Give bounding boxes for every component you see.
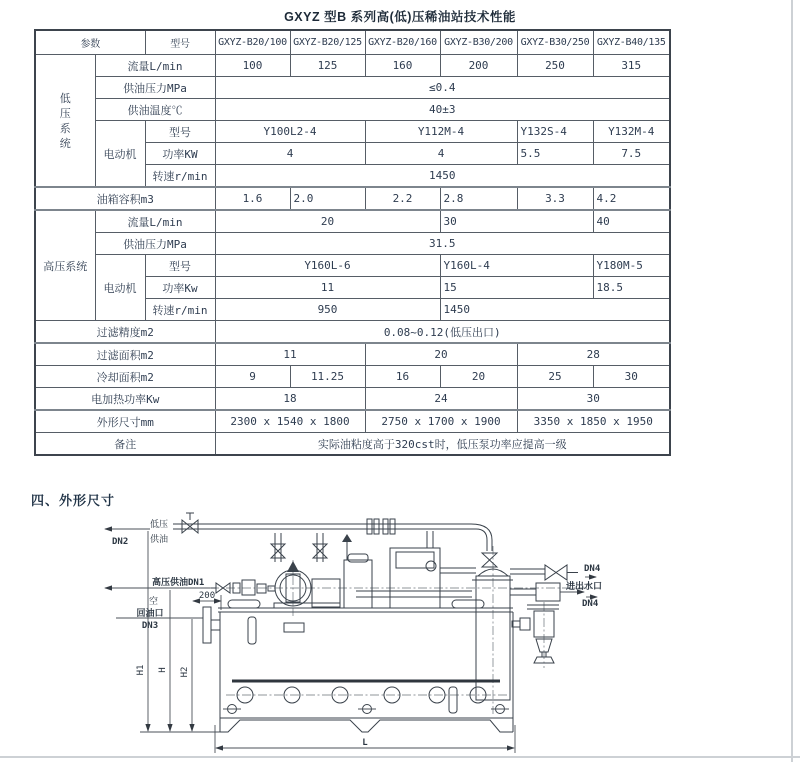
spec-cell: 28: [517, 343, 670, 366]
spec-cell: 供油温度℃: [95, 99, 215, 121]
spec-cell: 11: [215, 277, 440, 299]
spec-cell: 功率KW: [145, 143, 215, 165]
spec-cell: 供油压力MPa: [95, 233, 215, 255]
dimension-lines: [105, 529, 597, 753]
spec-cell: 7.5: [593, 143, 670, 165]
spec-cell: 冷却面积m2: [35, 366, 215, 388]
spec-cell: 流量L/min: [95, 55, 215, 77]
spec-cell: GXYZ-B30/200: [440, 30, 517, 55]
spec-cell: Y100L2-4: [215, 121, 365, 143]
spec-cell: 流量L/min: [95, 210, 215, 233]
spec-cell: 1.6: [215, 187, 290, 210]
spec-cell: 950: [215, 299, 440, 321]
label-kong: 空: [149, 597, 159, 607]
spec-cell: 18.5: [593, 277, 670, 299]
spec-cell: 30: [517, 388, 670, 411]
spec-cell: 30: [593, 366, 670, 388]
label-dn4-top: DN4: [584, 564, 601, 574]
spec-cell: 11.25: [290, 366, 365, 388]
label-dn2: DN2: [112, 537, 129, 547]
spec-cell: GXYZ-B40/135: [593, 30, 670, 55]
spec-cell: 18: [215, 388, 365, 411]
spec-cell: 电动机: [95, 255, 145, 321]
spec-cell: 3.3: [517, 187, 593, 210]
spec-table: [34, 29, 671, 456]
spec-cell: 过滤面积m2: [35, 343, 215, 366]
page-edge-right: [791, 0, 793, 762]
spec-cell: 2750 x 1700 x 1900: [365, 410, 517, 433]
spec-cell: 转速r/min: [145, 299, 215, 321]
drawing-labels: [112, 519, 602, 748]
spec-cell: 250: [517, 55, 593, 77]
spec-cell: 备注: [35, 433, 215, 456]
label-dn4-bottom: DN4: [582, 599, 599, 609]
spec-cell: 20: [215, 210, 440, 233]
spec-cell: 油箱容积m3: [35, 187, 215, 210]
spec-cell: Y132S-4: [517, 121, 593, 143]
spec-cell: 20: [440, 366, 517, 388]
label-supply: 供油: [150, 535, 169, 545]
spec-cell: 4: [365, 143, 517, 165]
spec-cell: 外形尺寸mm: [35, 410, 215, 433]
label-low-pressure: 低压: [150, 520, 169, 530]
section-heading: 四、外形尺寸: [31, 493, 116, 508]
center-lines: [210, 546, 603, 714]
spec-cell: 2300 x 1540 x 1800: [215, 410, 365, 433]
spec-cell: 高压系统: [35, 210, 95, 321]
spec-cell: 40±3: [215, 99, 670, 121]
label-dim-200: 200: [198, 591, 216, 601]
spec-cell: 2.2: [365, 187, 440, 210]
label-return-port: 回油口: [136, 609, 164, 619]
spec-cell: Y112M-4: [365, 121, 517, 143]
outline-drawing: [85, 500, 645, 762]
spec-cell: 1450: [440, 299, 670, 321]
spec-cell: GXYZ-B20/125: [290, 30, 365, 55]
spec-cell: 低 压 系 统: [35, 55, 95, 188]
spec-cell: 电加热功率Kw: [35, 388, 215, 411]
spec-cell: Y160L-4: [440, 255, 593, 277]
label-water-ports: 进出水口: [566, 582, 603, 592]
spec-cell: 型号: [145, 30, 215, 55]
spec-cell: 参数: [35, 30, 145, 55]
spec-cell: GXYZ-B20/100: [215, 30, 290, 55]
spec-cell: 电动机: [95, 121, 145, 188]
spec-cell: ≤0.4: [215, 77, 670, 99]
pump-assembly: [211, 561, 340, 608]
spec-cell: 24: [365, 388, 517, 411]
doc-title: GXYZ 型B 系列高(低)压稀油站技术性能: [284, 10, 516, 24]
riser-valves: [271, 531, 433, 562]
spec-cell: 11: [215, 343, 365, 366]
low-pressure-pipe: [173, 513, 497, 567]
label-h2: H2: [180, 666, 190, 678]
spec-cell: 160: [365, 55, 440, 77]
spec-cell: 1450: [215, 165, 670, 188]
spec-cell: 3350 x 1850 x 1950: [517, 410, 670, 433]
spec-cell: 125: [290, 55, 365, 77]
spec-cell: 9: [215, 366, 290, 388]
spec-cell: 功率Kw: [145, 277, 215, 299]
spec-cell: 40: [593, 210, 670, 233]
spec-cell: 100: [215, 55, 290, 77]
drain-valve: [512, 605, 559, 663]
deck-equipment: [228, 548, 484, 608]
spec-cell: Y132M-4: [593, 121, 670, 143]
spec-cell: 型号: [145, 255, 215, 277]
spec-cell: Y160L-6: [215, 255, 440, 277]
spec-cell: GXYZ-B20/160: [365, 30, 440, 55]
label-h1: H1: [136, 664, 146, 676]
spec-cell: 实际油粘度高于320cst时，低压泵功率应提高一级: [215, 433, 670, 456]
spec-cell: 15: [440, 277, 593, 299]
spec-cell: 0.08~0.12(低压出口): [215, 321, 670, 344]
spec-cell: 31.5: [215, 233, 670, 255]
spec-cell: 2.8: [440, 187, 517, 210]
spec-cell: 5.5: [517, 143, 593, 165]
spec-cell: 200: [440, 55, 517, 77]
spec-cell: 16: [365, 366, 440, 388]
page-edge-bottom: [0, 756, 800, 758]
spec-cell: 20: [365, 343, 517, 366]
spec-cell: 4.2: [593, 187, 670, 210]
spec-cell: GXYZ-B30/250: [517, 30, 593, 55]
spec-cell: 过滤精度m2: [35, 321, 215, 344]
label-dim-l: L: [362, 738, 368, 748]
spec-table-body: [35, 30, 670, 455]
label-dn3: DN3: [141, 621, 159, 631]
spec-cell: 4: [215, 143, 365, 165]
label-hp-supply: 高压供油DN1: [152, 578, 205, 588]
spec-cell: 30: [440, 210, 593, 233]
spec-cell: 供油压力MPa: [95, 77, 215, 99]
oil-tank: [203, 607, 513, 732]
spec-cell: 315: [593, 55, 670, 77]
spec-cell: 型号: [145, 121, 215, 143]
spec-cell: 25: [517, 366, 593, 388]
spec-cell: 2.0: [290, 187, 365, 210]
spec-cell: 转速r/min: [145, 165, 215, 188]
label-h: H: [158, 667, 168, 673]
spec-cell: Y180M-5: [593, 255, 670, 277]
